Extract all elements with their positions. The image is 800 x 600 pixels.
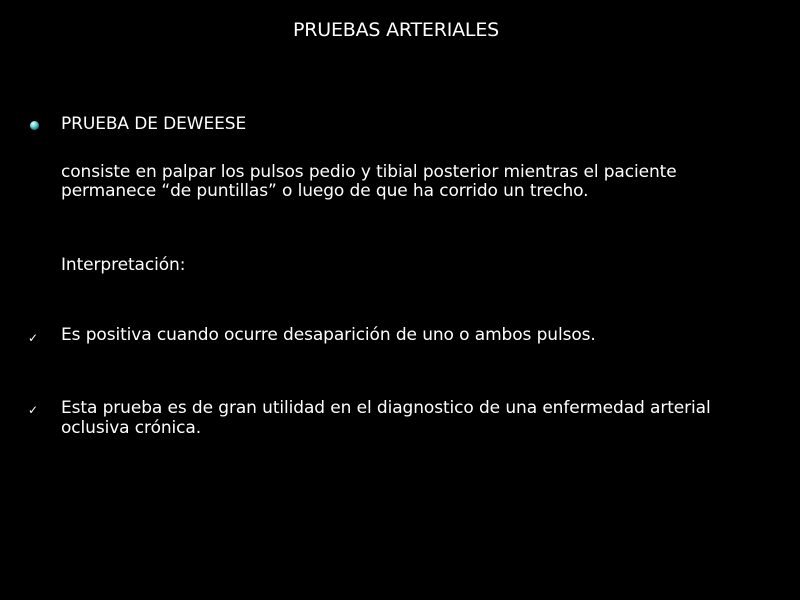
checklist-item-2-line-1: Esta prueba es de gran utilidad en el diagnostico de una enfermedad arterial: [61, 398, 711, 418]
checklist-item-2-line-2: oclusiva crónica.: [61, 418, 202, 438]
sphere-bullet-icon: [30, 121, 39, 130]
interpretation-label: Interpretación:: [61, 255, 186, 275]
description-line-2: permanece “de puntillas” o luego de que ha corrido un trecho.: [61, 181, 589, 201]
description-line-1: consiste en palpar los pulsos pedio y tibial posterior mientras el paciente: [61, 162, 677, 182]
checkmark-icon: ✓: [28, 331, 39, 345]
section-heading: PRUEBA DE DEWEESE: [61, 114, 247, 134]
checkmark-icon: ✓: [28, 403, 39, 417]
checklist-item-1-line-1: Es positiva cuando ocurre desaparición de uno o ambos pulsos.: [61, 325, 596, 345]
slide-title: PRUEBAS ARTERIALES: [293, 19, 499, 41]
